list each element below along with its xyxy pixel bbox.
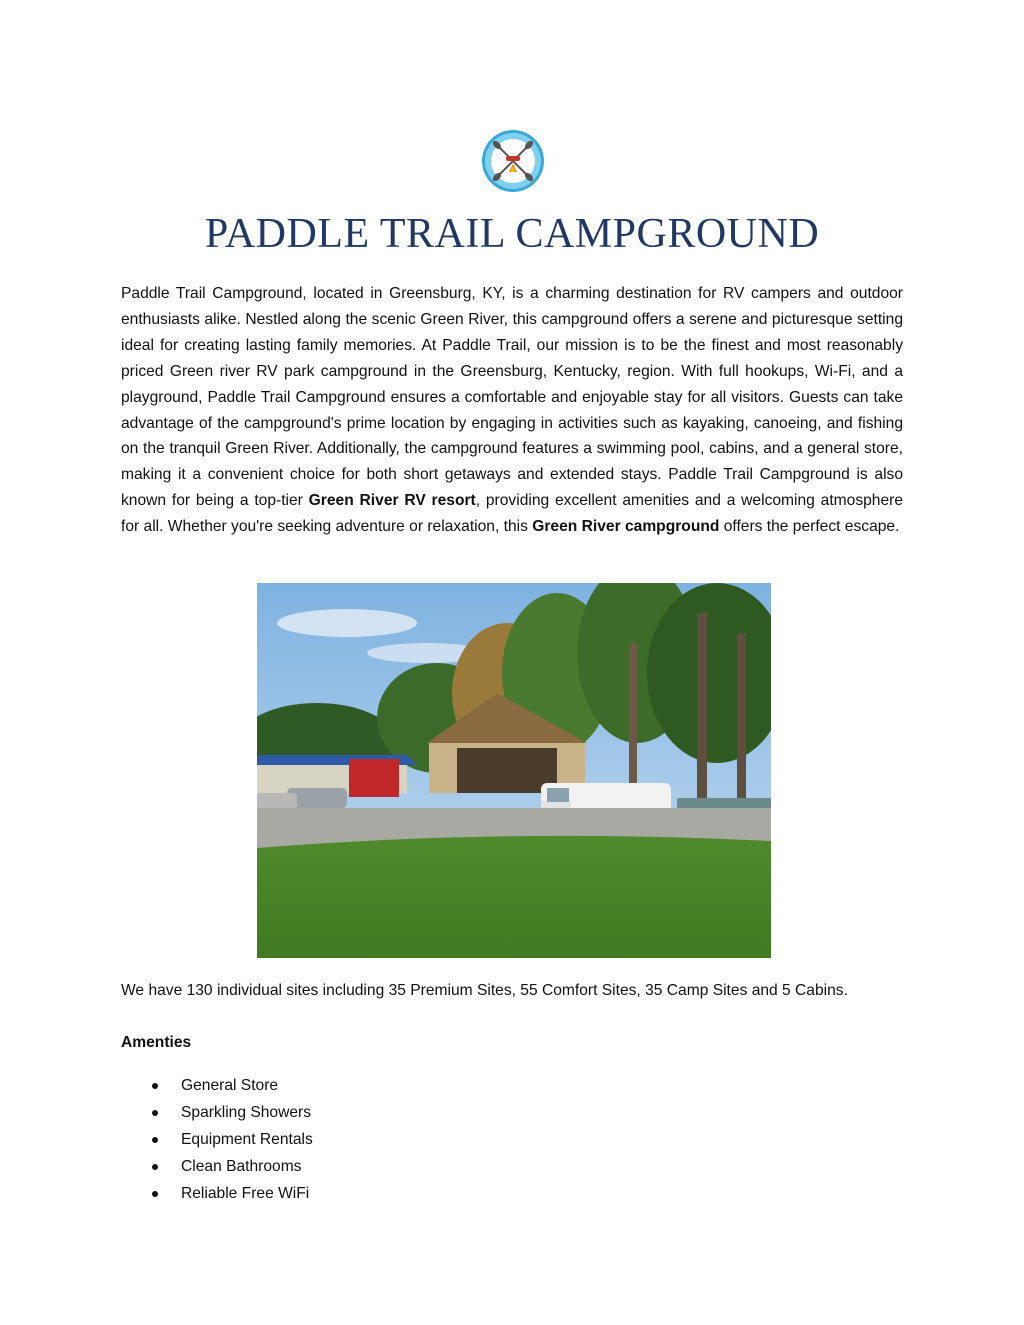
intro-text-part1: Paddle Trail Campground, located in Greensburg, KY, is a charming destination for RV campers and outdoor enthusiasts alike. Nestled along the scenic Green River, this campground offers a serene and picturesque setting ideal for creating lasting family memories. At Paddle Trail, our mission is to be the finest and most reasonably priced Green river RV park campground in the Greensburg, Kentucky, region. With full hookups, Wi-Fi, and a playground, Paddle Trail Campground ensures a comfortable and enjoyable stay for all visitors. Guests can take advantage of the campground's prime location by engaging in activities such as kayaking, canoeing, and fishing on the tranquil Green River. Additionally, the campground features a swimming pool, cabins, and a general store, making it a convenient choice for both short getaways and extended stays. Paddle Trail Campground is also known for being a top-tier: [121, 285, 903, 510]
intro-paragraph: [121, 281, 903, 540]
amenities-list: [121, 1073, 313, 1208]
amenity-label: Sparkling Showers: [181, 1104, 312, 1121]
list-item: [121, 1127, 313, 1154]
amenity-label: Clean Bathrooms: [181, 1158, 302, 1175]
sites-summary: We have 130 individual sites including 35 Premium Sites, 55 Comfort Sites, 35 Camp Sites and 5 Cabins.: [121, 982, 848, 999]
amenities-heading: Amenties: [121, 1034, 192, 1051]
list-item: [121, 1154, 313, 1181]
bullet-icon: [152, 1164, 158, 1170]
logo-badge-icon: [480, 128, 546, 194]
bullet-icon: [152, 1137, 158, 1143]
page-title: PADDLE TRAIL CAMPGROUND: [204, 211, 820, 257]
green-river-campground-link[interactable]: Green River campground: [532, 518, 720, 536]
amenity-label: Reliable Free WiFi: [181, 1185, 310, 1202]
bullet-icon: [152, 1110, 158, 1116]
bullet-icon: [152, 1083, 158, 1089]
campground-scene-image: [257, 583, 771, 958]
campground-logo: [480, 128, 546, 194]
amenity-label: Equipment Rentals: [181, 1131, 313, 1148]
intro-text-part2: , providing excellent amenities and a welcoming atmosphere for all. Whether you're seeking adventure or relaxation, this: [121, 492, 903, 536]
list-item: [121, 1181, 313, 1208]
bullet-icon: [152, 1191, 158, 1197]
list-item: [121, 1100, 313, 1127]
amenity-label: General Store: [181, 1077, 279, 1094]
green-river-rv-resort-link[interactable]: Green River RV resort: [308, 492, 476, 510]
list-item: [121, 1073, 313, 1100]
campground-photo: [257, 583, 771, 958]
intro-text-part3: offers the perfect escape.: [719, 518, 900, 536]
